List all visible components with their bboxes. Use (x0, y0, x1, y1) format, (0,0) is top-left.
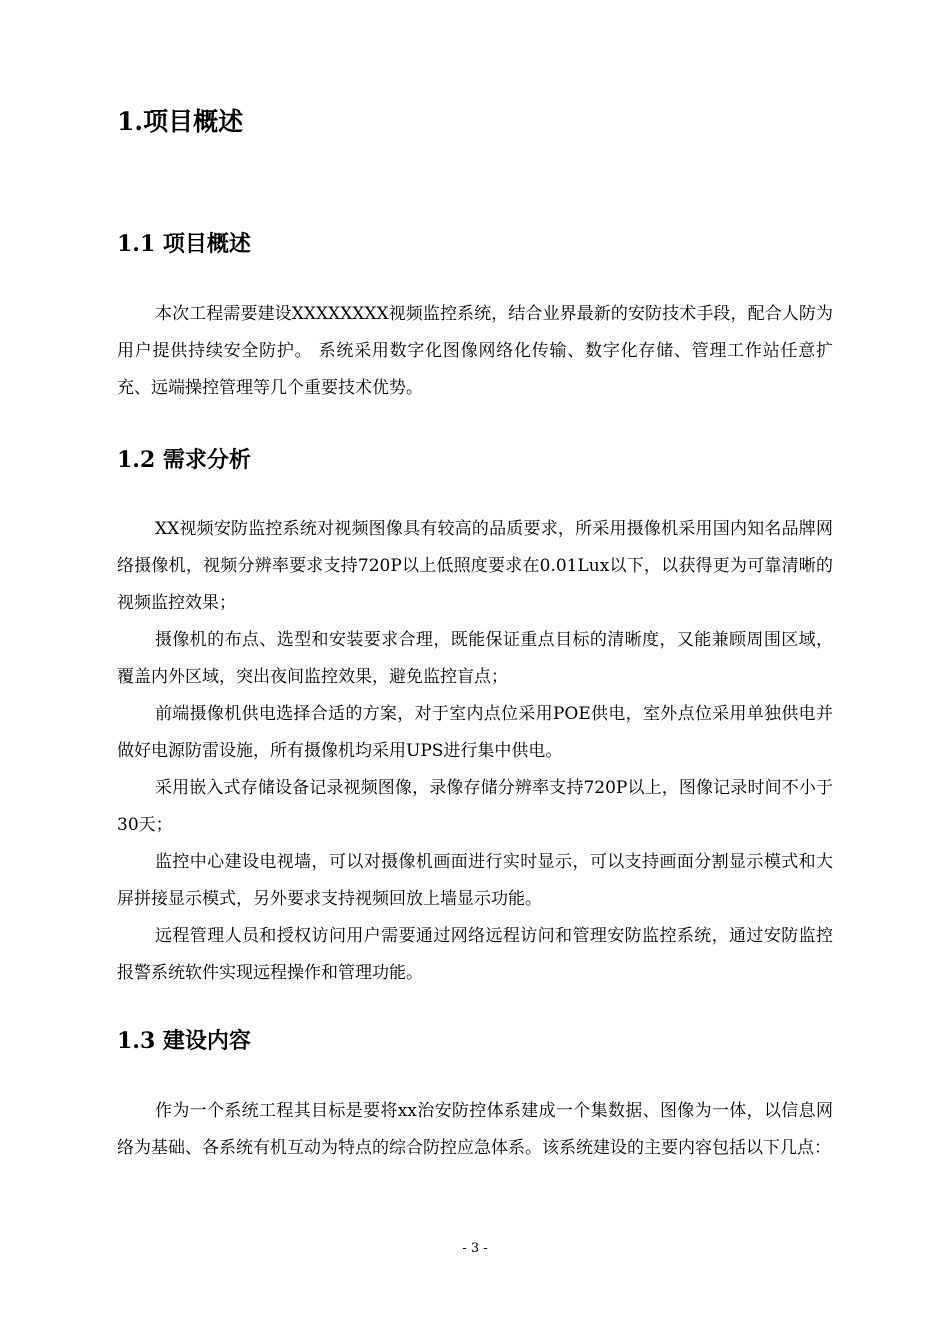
paragraph-requirement-quality: XX视频安防监控系统对视频图像具有较高的品质要求，所采用摄像机采用国内知名品牌网络摄像机，视频分辨率要求支持720P以上低照度要求在0.01Lux以下，以获得更为可靠清晰的视频监控效果； (117, 519, 833, 613)
subsection-heading-1-1: 1.1 项目概述 (117, 231, 251, 257)
section-title: 1.项目概述 (117, 107, 244, 136)
subsection-heading-1-2: 1.2 需求分析 (117, 447, 251, 473)
page-number: - 3 - (462, 1241, 488, 1256)
paragraph-requirement-power: 前端摄像机供电选择合适的方案，对于室内点位采用POE供电，室外点位采用单独供电并做好电源防雷设施，所有摄像机均采用UPS进行集中供电。 (117, 704, 833, 761)
paragraph-requirement-storage: 采用嵌入式存储设备记录视频图像，录像存储分辨率支持720P以上，图像记录时间不小于30天； (117, 778, 833, 835)
paragraph-requirement-videowall: 监控中心建设电视墙，可以对摄像机画面进行实时显示，可以支持画面分割显示模式和大屏拼接显示模式，另外要求支持视频回放上墙显示功能。 (117, 852, 833, 909)
paragraph-construction: 作为一个系统工程其目标是要将xx治安防控体系建成一个集数据、图像为一体，以信息网络为基础、各系统有机互动为特点的综合防控应急体系。该系统建设的主要内容包括以下几点： (117, 1101, 833, 1158)
subsection-heading-1-3: 1.3 建设内容 (117, 1028, 251, 1054)
paragraph-requirement-layout: 摄像机的布点、选型和安装要求合理，既能保证重点目标的清晰度，又能兼顾周围区域，覆盖内外区域，突出夜间监控效果，避免监控盲点； (117, 630, 833, 687)
paragraph-requirement-remote: 远程管理人员和授权访问用户需要通过网络远程访问和管理安防监控系统，通过安防监控报警系统软件实现远程操作和管理功能。 (117, 926, 833, 983)
paragraph-overview: 本次工程需要建设XXXXXXXX视频监控系统，结合业界最新的安防技术手段，配合人防为用户提供持续安全防护。 系统采用数字化图像网络化传输、数字化存储、管理工作站任意扩充、远端操控管理等几个重要技术优势。 (117, 304, 833, 398)
